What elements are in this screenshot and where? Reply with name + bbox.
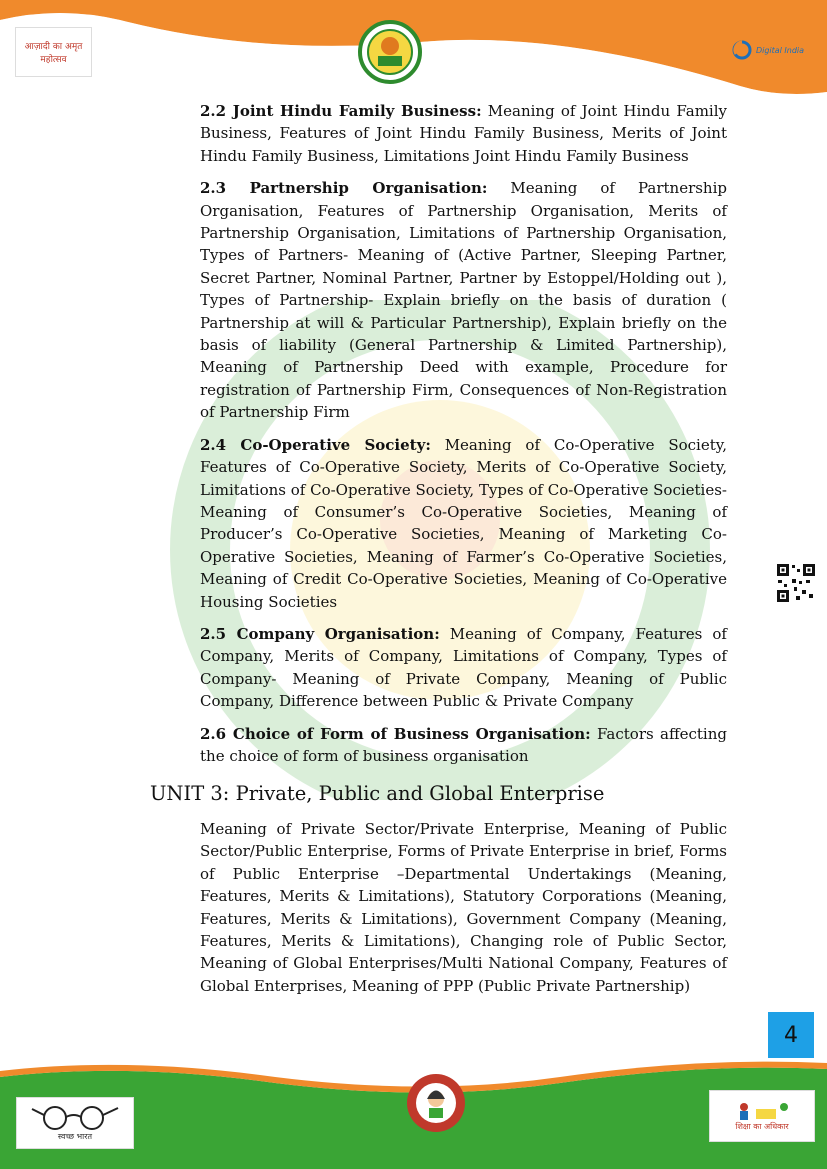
section-body: Factors affecting the choice of form of business organisation bbox=[200, 724, 727, 765]
qr-code-icon bbox=[776, 563, 816, 603]
section-heading: 2.5 Company Organisation: bbox=[200, 624, 440, 643]
section-2-5 bbox=[200, 623, 727, 713]
spectacles-icon bbox=[30, 1105, 120, 1131]
section-heading: 2.4 Co-Operative Society: bbox=[200, 435, 431, 454]
section-body: Meaning of Partnership Organisation, Features of Partnership Organisation, Merits of Partnership Organisation, Limitations of Partnership Organisation, Types of Partners- Meaning of (Active Partner, Sleeping Partner, Secret Partner, Nominal Partner, Partner by Estoppel/Holding out ), Types of Partnership- Explain briefly on the basis of duration ( Partnership at will & Particular Partnership), Explain briefly on the basis of liability (General Partnership & Limited Partnership), Meaning of Partnership Deed with example, Procedure for registration of Partnership Firm, Consequences of Non-Registration of Partnership Firm bbox=[200, 179, 727, 422]
board-emblem-icon bbox=[358, 20, 422, 84]
shiksha-ka-adhikar-logo: शिक्षा का अधिकार bbox=[709, 1090, 815, 1142]
section-2-4 bbox=[200, 434, 727, 613]
syllabus-content bbox=[200, 100, 727, 777]
section-body: Meaning of Joint Hindu Family Business, Features of Joint Hindu Family Business, Merits of Joint Hindu Family Business, Limitations Joint Hindu Family Business bbox=[200, 102, 727, 165]
beti-bachao-logo-icon bbox=[405, 1072, 467, 1134]
section-2-6 bbox=[200, 723, 727, 768]
section-heading: 2.2 Joint Hindu Family Business: bbox=[200, 102, 482, 120]
digital-india-logo: Digital India bbox=[728, 32, 808, 68]
swachh-bharat-logo: स्वच्छ भारत bbox=[16, 1097, 134, 1149]
page-number: 4 bbox=[768, 1012, 814, 1058]
section-body: Meaning of Co-Operative Society, Features of Co-Operative Society, Merits of Co-Operative Society, Limitations of Co-Operative Society, Types of Co-Operative Societies- Meaning of Consumer’s Co-Operative Societies, Meaning of Producer’s Co-Operative Societies, Meaning of Marketing Co-Operative Societies, Meaning of Farmer’s Co-Operative Societies, Meaning of Credit Co-Operative Societies, Meaning of Co-Operative Housing Societies bbox=[200, 435, 727, 611]
section-2-3 bbox=[200, 177, 727, 423]
section-body: Meaning of Company, Features of Company, Merits of Company, Limitations of Company, Types of Company- Meaning of Private Company, Meaning of Public Company, Difference between Public & Private Company bbox=[200, 624, 727, 711]
children-reading-icon bbox=[732, 1101, 792, 1121]
section-heading: 2.6 Choice of Form of Business Organisation: bbox=[200, 724, 591, 743]
unit-3-body: Meaning of Private Sector/Private Enterprise, Meaning of Public Sector/Public Enterprise, Forms of Private Enterprise in brief, Forms of Public Enterprise –Departmental Undertakings (Meaning, Features, Merits & Limitations), Statutory Corporations (Meaning, Features, Merits & Limitations), Government Company (Meaning, Features, Merits & Limitations), Changing role of Public Sector, Meaning of Global Enterprises/Multi National Company, Features of Global Enterprises, Meaning of PPP (Public Private Partnership) bbox=[200, 820, 727, 995]
unit-3-heading: UNIT 3: Private, Public and Global Enterprise bbox=[150, 782, 605, 805]
azadi-amrit-mahotsav-logo: आज़ादी का अमृत महोत्सव bbox=[15, 27, 92, 77]
digital-india-icon bbox=[732, 40, 752, 60]
section-2-2 bbox=[200, 100, 727, 167]
section-heading: 2.3 Partnership Organisation: bbox=[200, 179, 488, 198]
